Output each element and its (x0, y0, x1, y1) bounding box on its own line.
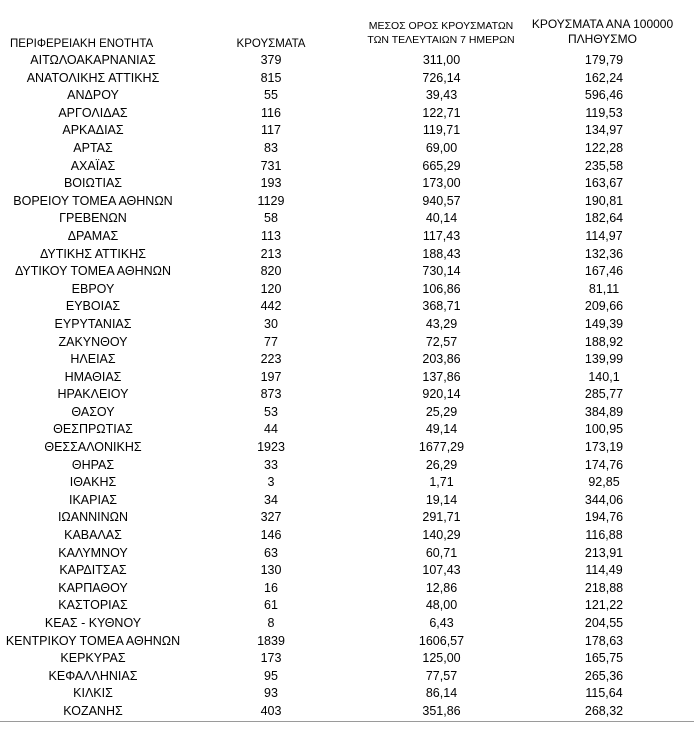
cell-region: ΘΕΣΣΑΛΟΝΙΚΗΣ (44, 440, 142, 455)
cell-cases-per-100000: 218,88 (584, 580, 624, 595)
cell-cases-per-100000: 268,32 (584, 703, 624, 718)
cell-region: ΑΝΑΤΟΛΙΚΗΣ ΑΤΤΙΚΗΣ (26, 70, 160, 85)
table-row (0, 580, 694, 598)
cell-cases-per-100000: 122,28 (584, 140, 624, 155)
cell-seven-day-average: 1606,57 (418, 633, 465, 648)
cell-seven-day-average: 351,86 (422, 703, 461, 718)
table-row (0, 193, 694, 211)
cell-cases-per-100000: 116,88 (585, 528, 623, 543)
cell-cases: 379 (260, 53, 282, 67)
cell-seven-day-average: 122,71 (422, 105, 461, 120)
cell-region: ΔΡΑΜΑΣ (67, 228, 119, 243)
cell-cases-per-100000: 134,97 (584, 123, 624, 138)
cell-cases-per-100000: 182,64 (584, 211, 624, 226)
cell-region: ΙΚΑΡΙΑΣ (68, 492, 118, 507)
cell-cases-per-100000: 132,36 (584, 246, 624, 261)
cell-seven-day-average: 26,29 (425, 457, 458, 472)
cell-seven-day-average: 188,43 (422, 246, 461, 261)
cell-region: ΑΡΚΑΔΙΑΣ (62, 123, 124, 138)
cell-cases: 44 (264, 422, 278, 437)
cell-cases: 815 (260, 70, 282, 85)
cell-region: ΚΕΑΣ - ΚΥΘΝΟΥ (44, 616, 142, 630)
table-row (0, 298, 694, 316)
table-header (0, 0, 694, 52)
table-row (0, 527, 694, 545)
cell-seven-day-average: 43,29 (425, 316, 458, 331)
cell-cases-per-100000: 190,81 (584, 193, 624, 208)
table-row (0, 369, 694, 387)
cell-seven-day-average: 1677,29 (418, 440, 465, 455)
table-row (0, 281, 694, 299)
table-row (0, 175, 694, 193)
cell-region: ΑΡΤΑΣ (73, 140, 113, 155)
cell-cases-per-100000: 204,55 (584, 616, 624, 630)
cell-seven-day-average: 311,00 (422, 53, 461, 67)
table-row (0, 140, 694, 158)
header-avg-line2: ΤΩΝ ΤΕΛΕΥΤΑΙΩΝ 7 ΗΜΕΡΩΝ (367, 34, 515, 46)
cell-seven-day-average: 117,43 (422, 228, 461, 243)
cell-region: ΓΡΕΒΕΝΩΝ (59, 211, 127, 226)
cell-seven-day-average: 107,43 (422, 563, 461, 578)
cell-seven-day-average: 940,57 (422, 193, 461, 208)
cell-seven-day-average: 203,86 (422, 352, 461, 367)
cell-cases-per-100000: 163,67 (584, 176, 624, 191)
table-row (0, 545, 694, 563)
table-row (0, 562, 694, 580)
table-row (0, 615, 694, 633)
table-row (0, 52, 694, 70)
table-row (0, 105, 694, 123)
table-row (0, 633, 694, 651)
cell-seven-day-average: 48,00 (425, 598, 458, 613)
cell-seven-day-average: 665,29 (422, 158, 461, 173)
table-row (0, 685, 694, 703)
cell-cases: 173 (260, 651, 282, 666)
cell-seven-day-average: 137,86 (422, 369, 461, 384)
cell-region: ΚΟΖΑΝΗΣ (63, 703, 123, 718)
cell-cases: 77 (264, 334, 278, 349)
cell-cases: 193 (260, 176, 282, 191)
cell-cases-per-100000: 179,79 (584, 53, 624, 67)
cell-cases: 403 (260, 703, 282, 718)
cell-cases: 16 (264, 580, 278, 595)
header-avg-line1: ΜΕΣΟΣ ΟΡΟΣ ΚΡΟΥΣΜΑΤΩΝ (368, 20, 514, 32)
cell-cases: 873 (260, 387, 282, 402)
cell-seven-day-average: 291,71 (422, 510, 461, 525)
cell-region: ΙΩΑΝΝΙΝΩΝ (57, 510, 129, 525)
cell-region: ΕΥΒΟΙΑΣ (65, 299, 121, 314)
cell-cases-per-100000: 114,49 (585, 563, 623, 578)
cell-seven-day-average: 119,71 (422, 123, 461, 138)
cell-cases-per-100000: 209,66 (584, 299, 624, 314)
header-seven-day-average (358, 19, 524, 47)
header-cases: ΚΡΟΥΣΜΑΤΑ (236, 38, 306, 50)
cell-region: ΔΥΤΙΚΟΥ ΤΟΜΕΑ ΑΘΗΝΩΝ (14, 264, 172, 279)
cell-seven-day-average: 25,29 (425, 404, 458, 419)
cell-cases: 34 (264, 492, 278, 507)
table-row (0, 597, 694, 615)
cell-seven-day-average: 920,14 (422, 387, 461, 402)
cell-cases: 33 (264, 457, 278, 472)
cell-region: ΚΑΒΑΛΑΣ (64, 528, 122, 543)
cell-region: ΚΑΡΔΙΤΣΑΣ (59, 563, 127, 578)
cell-cases-per-100000: 596,46 (584, 88, 624, 103)
cell-cases: 83 (264, 140, 278, 155)
cell-region: ΕΒΡΟΥ (71, 281, 115, 296)
cell-region: ΘΑΣΟΥ (71, 404, 115, 419)
cell-cases-per-100000: 194,76 (584, 510, 624, 525)
bottom-divider (0, 721, 694, 722)
cell-cases: 130 (260, 563, 282, 578)
cell-seven-day-average: 40,14 (425, 211, 458, 226)
cell-cases-per-100000: 167,46 (584, 264, 624, 279)
cell-cases-per-100000: 344,06 (584, 492, 624, 507)
table-row (0, 703, 694, 721)
cell-region: ΑΧΑΪΑΣ (70, 158, 116, 173)
cell-cases: 327 (260, 510, 282, 525)
header-per-line2: ΠΛΗΘΥΣΜΟ (567, 32, 638, 46)
table-row (0, 87, 694, 105)
cell-seven-day-average: 86,14 (425, 686, 458, 701)
cell-seven-day-average: 125,00 (422, 651, 461, 666)
cell-cases: 55 (264, 88, 278, 103)
cell-region: ΙΘΑΚΗΣ (69, 475, 117, 490)
cell-seven-day-average: 60,71 (425, 545, 458, 560)
header-region: ΠΕΡΙΦΕΡΕΙΑΚΗ ΕΝΟΤΗΤΑ (10, 38, 154, 50)
cell-cases: 116 (261, 105, 281, 120)
cell-cases: 213 (260, 246, 282, 261)
cell-region: ΘΕΣΠΡΩΤΙΑΣ (53, 422, 133, 437)
table-row (0, 474, 694, 492)
table-row (0, 650, 694, 668)
cell-cases: 120 (260, 281, 282, 296)
header-cases-per-100000 (520, 17, 685, 47)
cell-cases-per-100000: 140,1 (588, 369, 620, 384)
cell-seven-day-average: 1,71 (429, 475, 454, 490)
cell-cases: 1923 (257, 440, 285, 455)
cell-region: ΑΝΔΡΟΥ (67, 88, 119, 103)
cell-region: ΚΑΣΤΟΡΙΑΣ (58, 598, 128, 613)
cell-cases-per-100000: 235,58 (584, 158, 624, 173)
cell-cases-per-100000: 121,22 (584, 598, 624, 613)
cell-region: ΚΕΡΚΥΡΑΣ (60, 651, 126, 666)
cell-region: ΚΕΦΑΛΛΗΝΙΑΣ (48, 668, 138, 683)
cell-cases-per-100000: 100,95 (584, 422, 624, 437)
table-row (0, 70, 694, 88)
cell-cases: 93 (264, 686, 278, 701)
cell-cases: 1839 (257, 633, 285, 648)
cell-cases: 146 (260, 528, 282, 543)
cell-region: ΗΛΕΙΑΣ (70, 352, 116, 367)
cell-region: ΚΑΡΠΑΘΟΥ (58, 580, 128, 595)
table-row (0, 334, 694, 352)
cell-cases-per-100000: 115,64 (585, 686, 623, 701)
cell-cases: 58 (264, 211, 278, 226)
cell-seven-day-average: 106,86 (422, 281, 461, 296)
cell-seven-day-average: 77,57 (425, 668, 458, 683)
cell-cases-per-100000: 119,53 (585, 105, 623, 120)
cell-cases: 3 (267, 475, 275, 490)
header-per-line1: ΚΡΟΥΣΜΑΤΑ ΑΝΑ 100000 (531, 17, 674, 31)
cell-region: ΘΗΡΑΣ (71, 457, 115, 472)
cell-seven-day-average: 140,29 (422, 528, 461, 543)
cell-cases-per-100000: 149,39 (584, 316, 624, 331)
cell-region: ΒΟΡΕΙΟΥ ΤΟΜΕΑ ΑΘΗΝΩΝ (13, 193, 173, 208)
table-row (0, 404, 694, 422)
cell-cases: 223 (260, 352, 282, 367)
table-row (0, 351, 694, 369)
cell-cases: 117 (261, 123, 281, 138)
cell-cases-per-100000: 162,24 (584, 70, 624, 85)
table-row (0, 246, 694, 264)
cell-seven-day-average: 368,71 (422, 299, 461, 314)
table-row (0, 316, 694, 334)
table-row (0, 386, 694, 404)
table-row (0, 228, 694, 246)
table-row (0, 509, 694, 527)
cell-seven-day-average: 173,00 (422, 176, 461, 191)
cell-cases-per-100000: 188,92 (584, 334, 624, 349)
cell-cases-per-100000: 285,77 (584, 387, 624, 402)
cell-cases-per-100000: 178,63 (584, 633, 624, 648)
cell-cases: 61 (264, 598, 278, 613)
cell-cases-per-100000: 174,76 (584, 457, 624, 472)
cell-region: ΗΡΑΚΛΕΙΟΥ (57, 387, 129, 402)
cell-seven-day-average: 19,14 (425, 492, 458, 507)
cell-seven-day-average: 730,14 (422, 264, 461, 279)
cell-cases-per-100000: 384,89 (584, 404, 624, 419)
cell-cases: 1129 (257, 193, 285, 208)
cell-cases: 95 (264, 668, 278, 683)
cell-cases-per-100000: 81,11 (588, 281, 620, 296)
cell-seven-day-average: 49,14 (425, 422, 458, 437)
cell-cases: 442 (260, 299, 282, 314)
cell-region: ΗΜΑΘΙΑΣ (64, 369, 122, 384)
cell-region: ΚΕΝΤΡΙΚΟΥ ΤΟΜΕΑ ΑΘΗΝΩΝ (5, 633, 181, 648)
cell-cases-per-100000: 139,99 (584, 352, 624, 367)
table-row (0, 210, 694, 228)
cell-cases: 30 (264, 316, 278, 331)
cell-cases: 63 (264, 545, 278, 560)
cell-region: ΔΥΤΙΚΗΣ ΑΤΤΙΚΗΣ (40, 246, 146, 261)
cell-cases: 113 (261, 228, 281, 243)
table-row (0, 439, 694, 457)
cell-region: ΑΙΤΩΛΟΑΚΑΡΝΑΝΙΑΣ (30, 53, 156, 67)
table-body (0, 52, 694, 721)
cell-region: ΚΙΛΚΙΣ (73, 686, 113, 701)
table-row (0, 158, 694, 176)
cell-seven-day-average: 69,00 (425, 140, 458, 155)
cell-cases: 8 (267, 616, 275, 630)
table-row (0, 492, 694, 510)
table-row (0, 263, 694, 281)
cell-cases: 53 (264, 404, 278, 419)
cell-region: ΒΟΙΩΤΙΑΣ (63, 176, 123, 191)
cell-cases: 731 (260, 158, 282, 173)
cell-cases-per-100000: 213,91 (584, 545, 624, 560)
cell-seven-day-average: 12,86 (425, 580, 458, 595)
cell-region: ΑΡΓΟΛΙΔΑΣ (58, 105, 128, 120)
cell-region: ΚΑΛΥΜΝΟΥ (58, 545, 128, 560)
cell-cases-per-100000: 173,19 (584, 440, 624, 455)
cell-seven-day-average: 72,57 (425, 334, 458, 349)
table-row (0, 122, 694, 140)
cell-cases: 820 (260, 264, 282, 279)
table-row (0, 457, 694, 475)
cell-cases-per-100000: 265,36 (584, 668, 624, 683)
table-row (0, 421, 694, 439)
cell-seven-day-average: 726,14 (422, 70, 461, 85)
cell-cases-per-100000: 92,85 (588, 475, 620, 490)
cell-cases-per-100000: 165,75 (584, 651, 624, 666)
cell-region: ΖΑΚΥΝΘΟΥ (58, 334, 128, 349)
cell-seven-day-average: 39,43 (425, 88, 458, 103)
cell-cases: 197 (260, 369, 282, 384)
cell-seven-day-average: 6,43 (429, 616, 454, 630)
cell-cases-per-100000: 114,97 (585, 228, 623, 243)
table-row (0, 668, 694, 686)
cell-region: ΕΥΡΥΤΑΝΙΑΣ (54, 316, 132, 331)
